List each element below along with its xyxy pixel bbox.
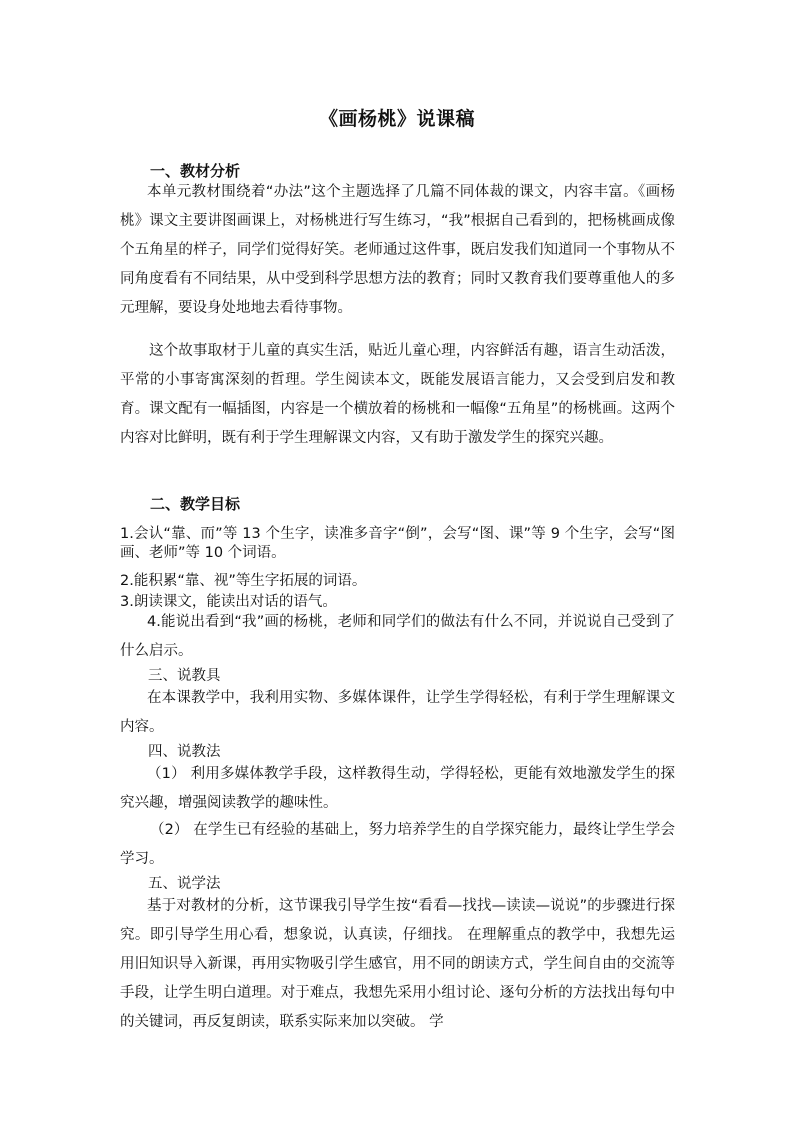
section-heading-teaching-aids: 三、说教具: [148, 668, 221, 684]
section-heading-goals: 二、教学目标: [150, 495, 241, 513]
method-item-2: （2） 在学生已有经验的基础上，努力培养学生的自学探究能力，最终让学生学会学习。: [120, 822, 675, 867]
paragraph-analysis-1: 本单元教材围绕着“办法”这个主题选择了几篇不同体裁的课文，内容丰富。《画杨桃》课文主要讲图画课上，对杨桃进行写生练习，“我”根据自己看到的，把杨桃画成像个五角星的样子，同学们觉得好笑。老师通过这件事，既启发我们知道同一个事物从不同角度看有不同结果，从中受到科学思想方法的教育；同时又教育我们要尊重他人的多元理解，要设身处地地去看待事物。: [120, 184, 675, 316]
section-heading-teaching-methods: 四、说教法: [148, 744, 221, 760]
section-heading-learning-methods: 五、说学法: [148, 876, 221, 892]
section-heading-analysis: 一、教材分析: [150, 162, 241, 180]
paragraph-teaching-aids: 在本课教学中，我利用实物、多媒体课件，让学生学得轻松，有利于学生理解课文内容。: [120, 690, 675, 735]
method-item-1: （1） 利用多媒体教学手段，这样教得生动，学得轻松，更能有效地激发学生的探究兴趣，增强阅读教学的趣味性。: [120, 766, 675, 811]
goal-item-4: 4.能说出看到“我”画的杨桃，老师和同学们的做法有什么不同，并说说自己受到了什么启示。: [120, 614, 675, 659]
page-title: 《画杨桃》说课稿: [318, 108, 475, 130]
goal-item-2: 2.能积累“靠、视”等生字拓展的词语。: [120, 573, 367, 589]
paragraph-learning-methods: 基于对教材的分析，这节课我引导学生按“看看—找找—读读—说说”的步骤进行探究。即引导学生用心看，想象说，认真读，仔细找。 在理解重点的教学中，我想先运用旧知识导入新课，再用实物吸引学生感官，用不同的朗读方式，学生间自由的交流等手段，让学生明白道理。对于难点，我想先采用小组讨论、逐句分析的方法找出每句中的关键词，再反复朗读，联系实际来加以突破。 学: [120, 898, 675, 1030]
goal-item-1: 1.会认“靠、而”等 13 个生字，读准多音字“倒”，会写“图、课”等 9 个生字，会写“图画、老师”等 10 个词语。: [120, 526, 675, 561]
goal-item-3: 3.朗读课文，能读出对话的语气。: [120, 594, 337, 610]
paragraph-analysis-2: 这个故事取材于儿童的真实生活，贴近儿童心理，内容鲜活有趣，语言生动活泼，平常的小事寄寓深刻的哲理。学生阅读本文，既能发展语言能力，又会受到启发和教育。课文配有一幅插图，内容是一个横放着的杨桃和一幅像“五角星”的杨桃画。这两个内容对比鲜明，既有利于学生理解课文内容，又有助于激发学生的探究兴趣。: [120, 343, 675, 446]
